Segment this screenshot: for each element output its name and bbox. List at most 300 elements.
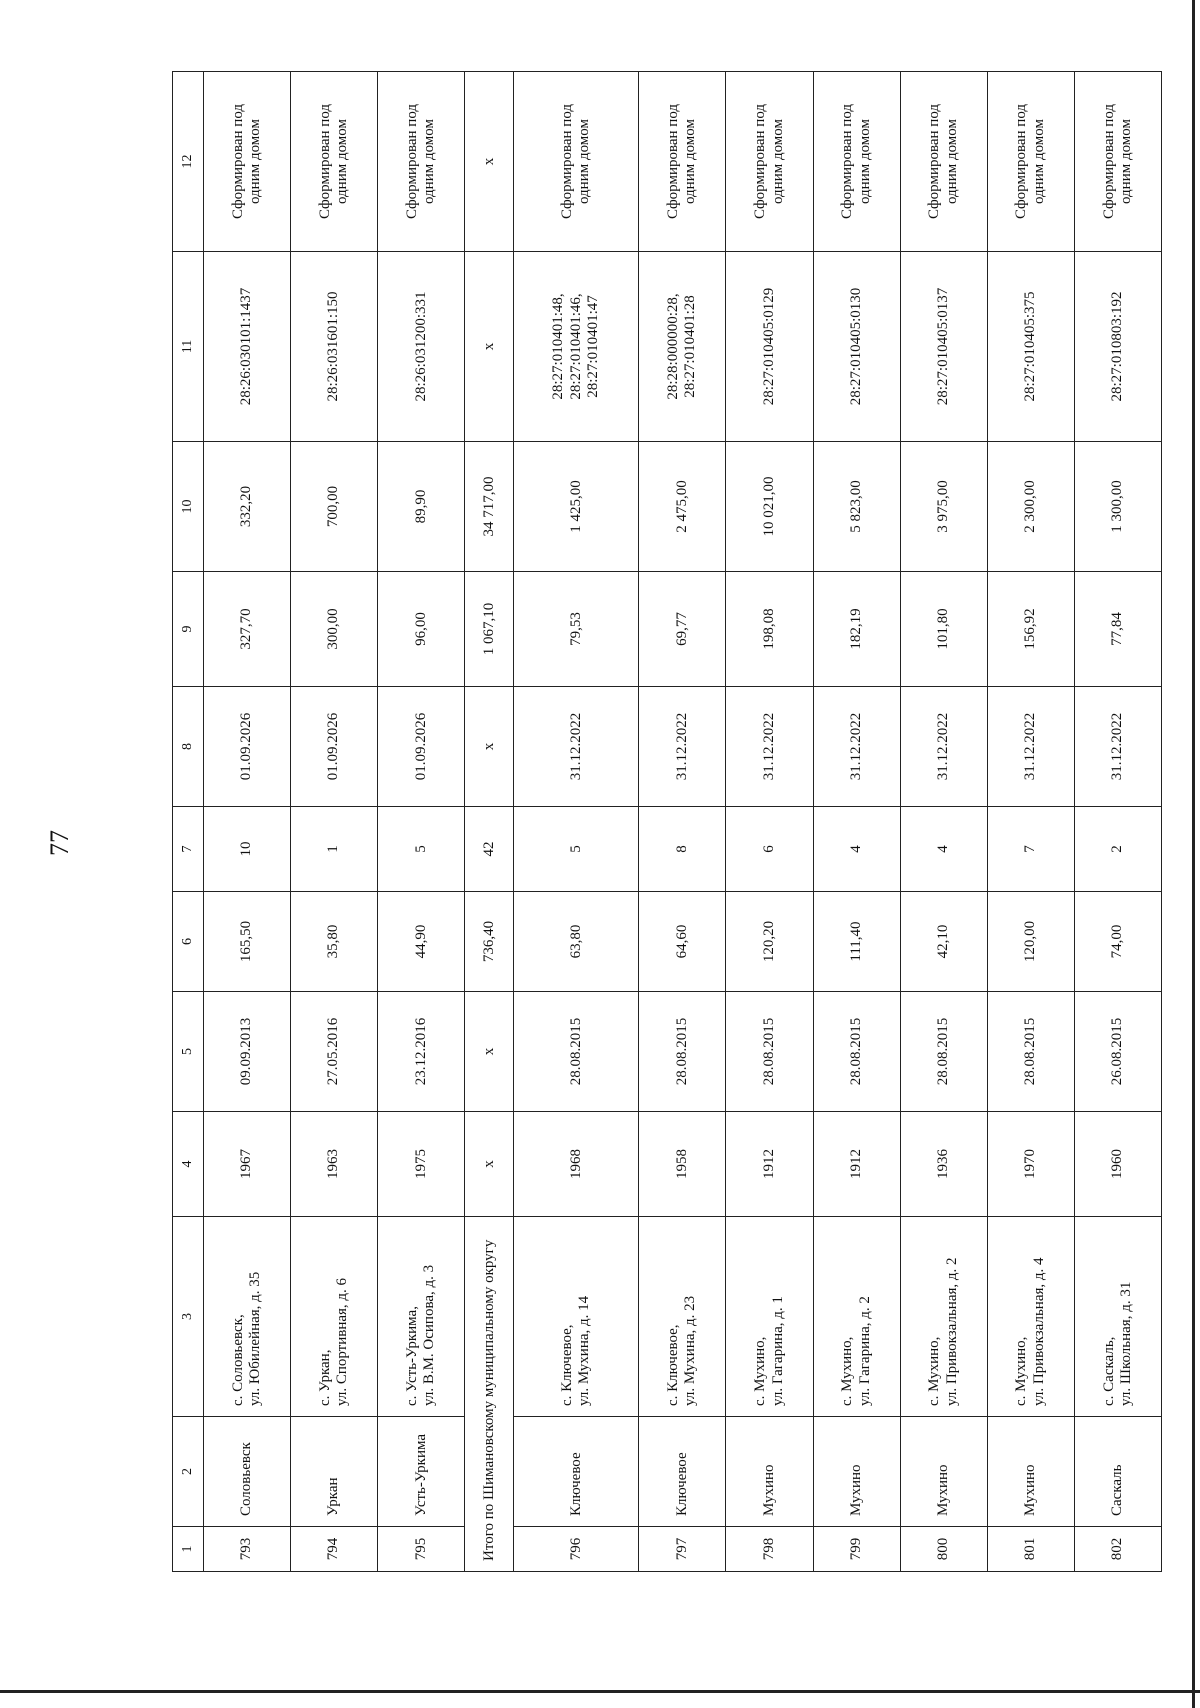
table-row [987, 72, 1074, 1572]
cell-address-text: ул. В.М. Осипова, д. 3 [421, 1264, 438, 1406]
cell-date-text: 09.09.2013 [238, 1017, 255, 1086]
cell-note-text: одним домом [943, 118, 960, 205]
cell-date [1074, 992, 1161, 1112]
cell-settlement-text: Ключевое [673, 1452, 690, 1516]
total-cell-c11 [465, 252, 514, 442]
cell-count-text: 1 [325, 845, 342, 853]
cell-address-text: с. Усть-Уркима, [403, 1306, 420, 1406]
cell-number [726, 1527, 813, 1572]
total-cell-c6 [465, 892, 514, 992]
cell-date [987, 992, 1074, 1112]
cell-note [291, 72, 378, 252]
cell-address-text: ул. Привокзальная, д. 2 [943, 1257, 960, 1406]
total-cell-c7 [465, 807, 514, 892]
total-label [465, 1217, 514, 1572]
cell-plan-date-text: 31.12.2022 [935, 712, 952, 781]
cell-year [204, 1112, 291, 1217]
cell-plan-date [987, 687, 1074, 807]
cell-year [900, 1112, 987, 1217]
total-cell-c9 [465, 572, 514, 687]
cell-plan-date [726, 687, 813, 807]
cell-number-text: 793 [238, 1537, 255, 1561]
cell-value-10-text: 89,90 [412, 489, 429, 524]
column-header-3: 3 [173, 1217, 204, 1417]
cell-plan-date [1074, 687, 1161, 807]
cell-value-9 [813, 572, 900, 687]
cell-number-text: 795 [412, 1537, 429, 1561]
cell-year-text: 1967 [238, 1149, 255, 1179]
cell-number-text: 799 [847, 1537, 864, 1561]
column-header-5: 5 [173, 992, 204, 1112]
cell-settlement-text: Усть-Уркима [412, 1433, 429, 1516]
table-row [514, 72, 639, 1572]
cell-value-9 [378, 572, 465, 687]
table-row [639, 72, 726, 1572]
cell-address [514, 1217, 639, 1417]
cell-settlement [987, 1417, 1074, 1527]
cell-settlement-text: Мухино [760, 1464, 777, 1516]
cell-date [378, 992, 465, 1112]
cell-value-10 [514, 442, 639, 572]
cell-address-text: ул. Школьная, д. 31 [1117, 1281, 1134, 1406]
cell-note-text: Сформирован под [839, 103, 856, 220]
cell-note-text: Сформирован под [1100, 103, 1117, 220]
cell-area [1074, 892, 1161, 992]
cell-cadastral-text: 28:27:010401:28 [682, 295, 699, 398]
cell-plan-date [639, 687, 726, 807]
cell-settlement [639, 1417, 726, 1527]
cell-value-10 [813, 442, 900, 572]
cell-value-9-text: 101,80 [935, 608, 952, 650]
cell-area-text: 165,50 [238, 920, 255, 963]
cell-settlement-text: Мухино [847, 1464, 864, 1516]
cell-date [291, 992, 378, 1112]
cell-area-text: 120,00 [1022, 920, 1039, 963]
column-header-9: 9 [173, 572, 204, 687]
cell-address-text: ул. Юбилейная, д. 35 [247, 1271, 264, 1406]
cell-count-text: 4 [935, 845, 952, 853]
cell-plan-date-text: 31.12.2022 [673, 712, 690, 781]
cell-plan-date-text: 31.12.2022 [567, 712, 584, 781]
cell-area-text: 120,20 [760, 920, 777, 963]
cell-count-text: 10 [238, 841, 255, 857]
total-cell-c12-text: х [480, 157, 497, 166]
cell-value-9 [514, 572, 639, 687]
cell-value-9 [987, 572, 1074, 687]
page-frame-bottom [0, 1690, 1200, 1693]
cell-address [726, 1217, 813, 1417]
cell-plan-date-text: 31.12.2022 [760, 712, 777, 781]
cell-value-10 [291, 442, 378, 572]
cell-cadastral [987, 252, 1074, 442]
cell-year-text: 1958 [673, 1149, 690, 1179]
cell-settlement [900, 1417, 987, 1527]
cell-cadastral [639, 252, 726, 442]
table-row [378, 72, 465, 1572]
cell-address [813, 1217, 900, 1417]
cell-address-text: с. Мухино, [1013, 1336, 1030, 1406]
cell-address-text: ул. Привокзальная, д. 4 [1030, 1257, 1047, 1406]
cell-area [204, 892, 291, 992]
cell-note [813, 72, 900, 252]
cell-cadastral [813, 252, 900, 442]
cell-settlement [1074, 1417, 1161, 1527]
cell-value-9-text: 77,84 [1109, 612, 1126, 646]
cell-count-text: 4 [847, 845, 864, 853]
cell-note [514, 72, 639, 252]
cell-plan-date-text: 31.12.2022 [1022, 712, 1039, 781]
total-cell-c11-text: х [480, 342, 497, 351]
total-cell-c4-text: х [480, 1160, 497, 1168]
cell-value-9 [900, 572, 987, 687]
cell-year-text: 1975 [412, 1149, 429, 1179]
cell-date-text: 26.08.2015 [1109, 1017, 1126, 1086]
cell-area-text: 44,90 [412, 924, 429, 959]
cell-count [726, 807, 813, 892]
cell-number [1074, 1527, 1161, 1572]
cell-address-text: ул. Гагарина, д. 1 [769, 1296, 786, 1406]
cell-number-text: 802 [1109, 1537, 1126, 1561]
cell-cadastral-text: 28:26:030101:1437 [238, 287, 255, 406]
cell-value-10-text: 2 475,00 [673, 480, 690, 533]
cell-settlement [291, 1417, 378, 1527]
cell-cadastral-text: 28:27:010401:46, [567, 293, 584, 400]
cell-count-text: 7 [1022, 845, 1039, 853]
cell-value-10 [378, 442, 465, 572]
cell-cadastral-text: 28:27:010401:47 [584, 295, 601, 398]
cell-address-text: ул. Спортивная, д. 6 [334, 1277, 351, 1406]
cell-cadastral [726, 252, 813, 442]
cell-address-text: ул. Мухина, д. 23 [682, 1295, 699, 1406]
cell-plan-date-text: 01.09.2026 [412, 712, 429, 781]
cell-value-10 [987, 442, 1074, 572]
cell-number [813, 1527, 900, 1572]
cell-area [987, 892, 1074, 992]
cell-address-text: ул. Мухина, д. 14 [576, 1295, 593, 1406]
table-row [1074, 72, 1161, 1572]
cell-value-9 [639, 572, 726, 687]
cell-value-9 [291, 572, 378, 687]
cell-number [204, 1527, 291, 1572]
table-row [204, 72, 291, 1572]
cell-date [204, 992, 291, 1112]
cell-area [378, 892, 465, 992]
column-header-6: 6 [173, 892, 204, 992]
total-cell-c7-text: 42 [480, 841, 497, 857]
cell-note-text: одним домом [769, 118, 786, 205]
cell-note-text: одним домом [1030, 118, 1047, 205]
cell-value-9-text: 79,53 [567, 612, 584, 646]
cell-count-text: 5 [567, 845, 584, 853]
cell-note-text: Сформирован под [316, 103, 333, 220]
cell-date [514, 992, 639, 1112]
cell-area-text: 74,00 [1109, 924, 1126, 959]
cell-plan-date [900, 687, 987, 807]
cell-value-9 [726, 572, 813, 687]
cell-cadastral-text: 28:28:000000:28, [665, 293, 682, 400]
cell-year [726, 1112, 813, 1217]
total-cell-c8 [465, 687, 514, 807]
cell-settlement-text: Ключевое [567, 1452, 584, 1516]
cell-note-text: Сформирован под [229, 103, 246, 220]
cell-settlement-text: Мухино [1022, 1464, 1039, 1516]
cell-plan-date-text: 31.12.2022 [1109, 712, 1126, 781]
cell-number-text: 797 [673, 1537, 690, 1561]
cell-address [378, 1217, 465, 1417]
cell-note [639, 72, 726, 252]
cell-number [639, 1527, 726, 1572]
cell-area [639, 892, 726, 992]
cell-year-text: 1960 [1109, 1149, 1126, 1179]
cell-date-text: 28.08.2015 [567, 1017, 584, 1086]
cell-plan-date-text: 01.09.2026 [325, 712, 342, 781]
cell-note [378, 72, 465, 252]
cell-note-text: одним домом [334, 118, 351, 205]
cell-value-9-text: 96,00 [412, 612, 429, 646]
cell-note-text: Сформирован под [752, 103, 769, 220]
cell-date-text: 28.08.2015 [847, 1017, 864, 1086]
cell-count [987, 807, 1074, 892]
cell-value-10-text: 1 425,00 [567, 480, 584, 533]
cell-year [813, 1112, 900, 1217]
cell-cadastral [291, 252, 378, 442]
cell-value-9-text: 156,92 [1022, 608, 1039, 650]
cell-value-10-text: 5 823,00 [847, 480, 864, 533]
total-cell-c10 [465, 442, 514, 572]
cell-cadastral [514, 252, 639, 442]
cell-plan-date [378, 687, 465, 807]
cell-note-text: одним домом [682, 118, 699, 205]
column-header-7: 7 [173, 807, 204, 892]
total-row [465, 72, 514, 1572]
cell-note-text: одним домом [856, 118, 873, 205]
cell-address [987, 1217, 1074, 1417]
cell-area [813, 892, 900, 992]
cell-note-text: одним домом [247, 118, 264, 205]
cell-address [1074, 1217, 1161, 1417]
cell-settlement-text: Уркан [325, 1477, 342, 1516]
cell-count [204, 807, 291, 892]
cell-cadastral-text: 28:27:010405:375 [1022, 291, 1039, 402]
cell-settlement [378, 1417, 465, 1527]
cell-count [639, 807, 726, 892]
cell-value-9-text: 69,77 [673, 612, 690, 646]
cell-note-text: Сформирован под [665, 103, 682, 220]
column-header-4: 4 [173, 1112, 204, 1217]
cell-note [204, 72, 291, 252]
total-cell-c12 [465, 72, 514, 252]
cell-cadastral-text: 28:27:010803:192 [1109, 291, 1126, 402]
cell-date-text: 28.08.2015 [673, 1017, 690, 1086]
cell-year [514, 1112, 639, 1217]
cell-count [1074, 807, 1161, 892]
cell-number-text: 794 [325, 1537, 342, 1561]
register-table-wrapper [172, 72, 1162, 1572]
cell-note [726, 72, 813, 252]
cell-address [639, 1217, 726, 1417]
cell-date-text: 28.08.2015 [760, 1017, 777, 1086]
cell-count [291, 807, 378, 892]
cell-address-text: с. Соловьевск, [229, 1314, 246, 1406]
cell-note-text: Сформирован под [559, 103, 576, 220]
cell-year-text: 1968 [567, 1149, 584, 1179]
cell-year [1074, 1112, 1161, 1217]
cell-note-text: одним домом [1117, 118, 1134, 205]
cell-value-10 [1074, 442, 1161, 572]
cell-address-text: с. Мухино, [839, 1336, 856, 1406]
cell-area-text: 35,80 [325, 924, 342, 959]
cell-value-10-text: 2 300,00 [1022, 480, 1039, 533]
cell-year [987, 1112, 1074, 1217]
cell-plan-date-text: 01.09.2026 [238, 712, 255, 781]
cell-plan-date [204, 687, 291, 807]
column-header-11: 11 [173, 252, 204, 442]
column-header-12: 12 [173, 72, 204, 252]
cell-area-text: 64,60 [673, 924, 690, 959]
cell-address-text: с. Мухино, [926, 1336, 943, 1406]
cell-cadastral-text: 28:27:010401:48, [550, 293, 567, 400]
cell-cadastral [1074, 252, 1161, 442]
cell-cadastral [900, 252, 987, 442]
total-cell-c5-text: х [480, 1047, 497, 1056]
cell-number-text: 801 [1022, 1537, 1039, 1561]
cell-value-10-text: 1 300,00 [1109, 480, 1126, 533]
cell-number-text: 798 [760, 1537, 777, 1561]
column-header-10: 10 [173, 442, 204, 572]
cell-count-text: 2 [1109, 845, 1126, 853]
cell-value-10 [900, 442, 987, 572]
cell-year-text: 1912 [760, 1149, 777, 1179]
cell-note [1074, 72, 1161, 252]
table-row [813, 72, 900, 1572]
column-header-1: 1 [173, 1527, 204, 1572]
cell-count [900, 807, 987, 892]
cell-plan-date [813, 687, 900, 807]
cell-date-text: 28.08.2015 [1022, 1017, 1039, 1086]
cell-cadastral-text: 28:26:031200:331 [412, 291, 429, 402]
cell-value-9-text: 300,00 [325, 608, 342, 650]
cell-value-10 [204, 442, 291, 572]
cell-value-9 [1074, 572, 1161, 687]
cell-count-text: 5 [412, 845, 429, 853]
cell-settlement [726, 1417, 813, 1527]
total-label-text: Итого по Шимановскому муниципальному округу [480, 1239, 497, 1561]
cell-note-text: Сформирован под [403, 103, 420, 220]
cell-note-text: Сформирован под [1013, 103, 1030, 220]
cell-address [204, 1217, 291, 1417]
page-frame-right [1192, 0, 1195, 1708]
cell-value-9-text: 198,08 [760, 608, 777, 650]
cell-value-9-text: 327,70 [238, 608, 255, 650]
table-row [291, 72, 378, 1572]
cell-number [378, 1527, 465, 1572]
cell-address [291, 1217, 378, 1417]
cell-count [813, 807, 900, 892]
cell-cadastral-text: 28:27:010405:0137 [935, 287, 952, 406]
cell-number [514, 1527, 639, 1572]
cell-area-text: 63,80 [567, 924, 584, 959]
cell-note-text: одним домом [576, 118, 593, 205]
cell-number [900, 1527, 987, 1572]
cell-note-text: Сформирован под [926, 103, 943, 220]
cell-settlement-text: Соловьевск [238, 1442, 255, 1516]
cell-area [900, 892, 987, 992]
cell-value-10-text: 3 975,00 [935, 480, 952, 533]
cell-area [291, 892, 378, 992]
cell-address-text: ул. Гагарина, д. 2 [856, 1296, 873, 1406]
total-cell-c10-text: 34 717,00 [480, 476, 497, 537]
cell-plan-date [291, 687, 378, 807]
table-row [726, 72, 813, 1572]
register-table [172, 71, 1162, 1572]
cell-cadastral [378, 252, 465, 442]
cell-date [900, 992, 987, 1112]
cell-value-9-text: 182,19 [847, 608, 864, 650]
cell-address-text: с. Уркан, [316, 1349, 333, 1406]
total-cell-c9-text: 1 067,10 [480, 602, 497, 656]
cell-date-text: 28.08.2015 [935, 1017, 952, 1086]
cell-count-text: 8 [673, 845, 690, 853]
cell-note [987, 72, 1074, 252]
cell-address-text: с. Ключевое, [665, 1324, 682, 1406]
cell-count [378, 807, 465, 892]
cell-count-text: 6 [760, 845, 777, 853]
total-cell-c5 [465, 992, 514, 1112]
cell-year [378, 1112, 465, 1217]
cell-settlement-text: Саскаль [1109, 1464, 1126, 1516]
header-row [173, 72, 204, 1572]
cell-settlement [204, 1417, 291, 1527]
cell-year-text: 1963 [325, 1149, 342, 1179]
cell-plan-date [514, 687, 639, 807]
cell-value-9 [204, 572, 291, 687]
cell-note [900, 72, 987, 252]
column-header-8: 8 [173, 687, 204, 807]
cell-plan-date-text: 31.12.2022 [847, 712, 864, 781]
cell-number-text: 796 [567, 1537, 584, 1561]
cell-value-10 [639, 442, 726, 572]
cell-value-10-text: 332,20 [238, 485, 255, 528]
cell-year-text: 1912 [847, 1149, 864, 1179]
total-cell-c6-text: 736,40 [480, 920, 497, 963]
cell-date [639, 992, 726, 1112]
cell-address-text: с. Ключевое, [559, 1324, 576, 1406]
cell-number [987, 1527, 1074, 1572]
cell-date [813, 992, 900, 1112]
cell-year [291, 1112, 378, 1217]
cell-cadastral-text: 28:27:010405:0130 [847, 287, 864, 406]
cell-address-text: с. Мухино, [752, 1336, 769, 1406]
cell-year [639, 1112, 726, 1217]
cell-address [900, 1217, 987, 1417]
cell-area [726, 892, 813, 992]
total-cell-c8-text: х [480, 742, 497, 751]
cell-date-text: 23.12.2016 [412, 1017, 429, 1086]
cell-cadastral-text: 28:27:010405:0129 [760, 287, 777, 406]
cell-settlement [514, 1417, 639, 1527]
cell-cadastral [204, 252, 291, 442]
cell-area-text: 111,40 [847, 921, 864, 962]
cell-area [514, 892, 639, 992]
cell-note-text: одним домом [421, 118, 438, 205]
cell-count [514, 807, 639, 892]
cell-area-text: 42,10 [935, 924, 952, 959]
cell-address-text: с. Саскаль, [1100, 1336, 1117, 1406]
page-number: 77 [45, 830, 74, 856]
cell-year-text: 1936 [935, 1149, 952, 1179]
column-header-2: 2 [173, 1417, 204, 1527]
cell-year-text: 1970 [1022, 1149, 1039, 1179]
